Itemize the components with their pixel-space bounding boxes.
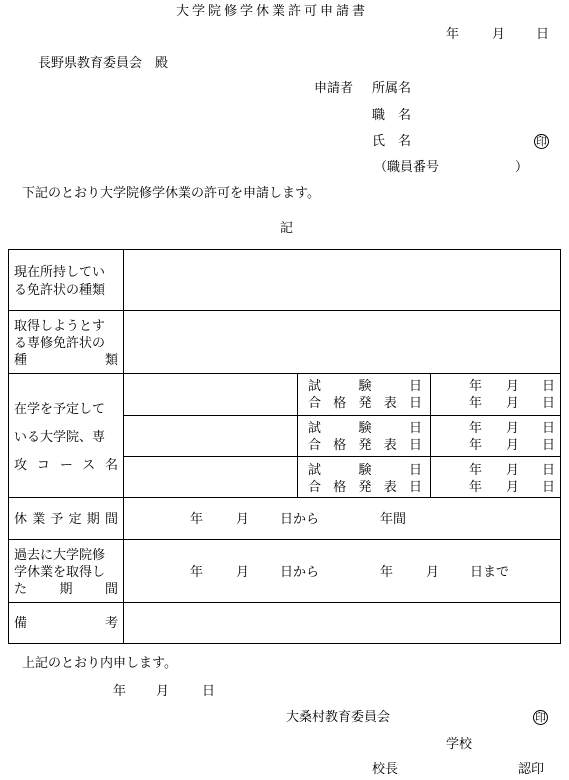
row3-sub-divider-1 [124,415,561,416]
board-seal-glyph: 印 [535,711,546,724]
leave-years-label: 年間 [380,512,407,527]
exam-year-1: 年 [469,379,483,394]
footer-month: 月 [156,684,170,699]
row3-label-line3: 攻コース名 [14,458,118,473]
result-date-label-3: 合格発表日 [308,480,422,495]
result-month-1: 月 [506,396,520,411]
principal-label: 校長 [372,762,399,777]
school-label: 学校 [446,737,473,752]
table-left-border [8,249,9,644]
board-of-education-name: 大桑村教育委員会 [286,710,391,725]
graduate-school-field-2[interactable] [128,419,293,452]
board-seal-mark [533,710,548,726]
exam-column-divider [297,373,298,498]
row-divider-2 [8,373,561,374]
result-day-1: 日 [542,396,556,411]
row-divider-3 [8,497,561,498]
addressee: 長野県教育委員会 殿 [38,56,169,71]
graduate-school-field-3[interactable] [128,460,293,493]
result-day-3: 日 [542,480,556,495]
remarks-label: 備考 [14,616,118,631]
exam-day-1: 日 [542,379,556,394]
result-year-1: 年 [469,396,483,411]
form-title: 大学院修学休業許可申請書 [176,4,369,19]
row-divider-1 [8,310,561,311]
name-label: 氏 名 [372,134,412,149]
footer-day: 日 [202,684,216,699]
applicant-seal-mark [534,134,549,150]
ki-heading: 記 [280,221,294,236]
table-top-border [8,249,561,250]
leave-start-from: 日から [280,512,320,527]
applicant-role-label: 申請者 [314,81,354,96]
exam-month-3: 月 [506,463,520,478]
leave-start-year: 年 [190,512,204,527]
date-column-divider [430,373,431,498]
row3-sub-divider-2 [124,456,561,457]
result-date-label-2: 合格発表日 [308,438,422,453]
past-leave-end-month: 月 [426,565,440,580]
table-bottom-border [8,643,561,644]
exam-day-2: 日 [542,421,556,436]
date-day-label: 日 [536,27,550,42]
past-leave-end-until: 日まで [470,565,510,580]
row-divider-4 [8,539,561,540]
row2-label-line3-left: 種 [14,353,28,368]
row2-label-line1: 取得しようとす [14,319,106,334]
remarks-field[interactable] [130,607,556,639]
exam-month-2: 月 [506,421,520,436]
affiliation-label: 所属名 [372,81,412,96]
staff-number-close: ） [515,160,529,175]
report-statement: 上記のとおり内申します。 [22,656,177,671]
result-year-2: 年 [469,438,483,453]
past-leave-start-month: 月 [236,565,250,580]
exam-year-2: 年 [469,421,483,436]
result-month-3: 月 [506,480,520,495]
position-label: 職 名 [372,108,412,123]
past-leave-label-line1: 過去に大学院修 [14,548,106,563]
exam-month-1: 月 [506,379,520,394]
exam-date-label-1: 試験日 [308,379,422,394]
leave-period-label: 休業予定期間 [14,512,118,527]
leave-start-month: 月 [236,512,250,527]
target-license-field[interactable] [130,315,556,369]
seal-glyph: 印 [536,135,547,148]
staff-number-open: （職員番号 [374,160,440,175]
past-leave-start-from: 日から [280,565,320,580]
principal-seal-label: 認印 [518,762,545,777]
row1-label-line1: 現在所持してい [14,265,106,280]
table-right-border [560,249,561,644]
date-month-label: 月 [492,27,506,42]
past-leave-start-year: 年 [190,565,204,580]
exam-day-3: 日 [542,463,556,478]
label-column-divider [123,249,124,644]
date-year-label: 年 [446,27,460,42]
row3-label-line1: 在学を予定して [14,402,106,417]
past-leave-label-line2: 学休業を取得し [14,565,106,580]
footer-year: 年 [113,684,127,699]
result-month-2: 月 [506,438,520,453]
exam-year-3: 年 [469,463,483,478]
row1-label-line2: る免許状の種類 [14,283,106,298]
graduate-school-field-1[interactable] [128,378,293,411]
exam-date-label-2: 試験日 [308,421,422,436]
current-license-field[interactable] [130,254,556,306]
result-year-3: 年 [469,480,483,495]
exam-date-label-3: 試験日 [308,463,422,478]
row3-label-line2: いる大学院、専 [14,430,106,445]
result-date-label-1: 合格発表日 [308,396,422,411]
result-day-2: 日 [542,438,556,453]
request-sentence: 下記のとおり大学院修学休業の許可を申請します。 [22,186,320,201]
row2-label-line3-right: 類 [105,353,119,368]
row2-label-line2: る専修免許状の [14,336,106,351]
past-leave-label-line3: た期間 [14,582,118,597]
past-leave-end-year: 年 [380,565,394,580]
row-divider-5 [8,602,561,603]
